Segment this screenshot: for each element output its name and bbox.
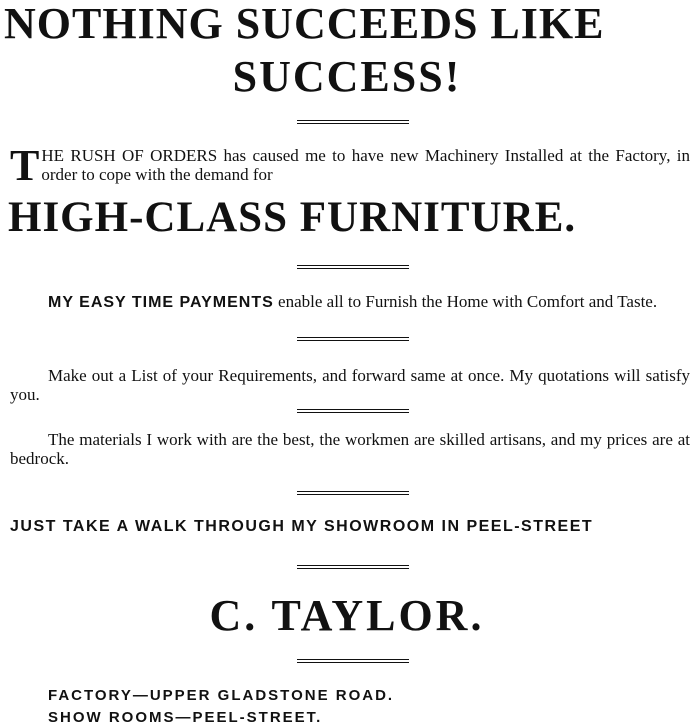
divider-rule	[297, 265, 409, 266]
easy-payments-text: enable all to Furnish the Home with Comfort and Taste.	[273, 292, 658, 311]
intro-paragraph	[10, 141, 690, 190]
headline-line-1: NOTHING SUCCEEDS LIKE	[4, 0, 605, 48]
requirements-paragraph: Make out a List of your Requirements, and forward same at once. My quotations will satisfy you.	[10, 366, 690, 404]
showroom-line: JUST TAKE A WALK THROUGH MY SHOWROOM IN PEEL-STREET	[10, 518, 594, 535]
easy-payments-lead: MY EASY TIME PAYMENTS	[48, 294, 274, 311]
materials-paragraph: The materials I work with are the best, the workmen are skilled artisans, and my prices are at bedrock.	[10, 430, 690, 468]
divider-rule	[297, 659, 409, 660]
easy-payments-paragraph	[10, 292, 690, 312]
proprietor-name: C. TAYLOR.	[209, 591, 485, 640]
factory-address: FACTORY—UPPER GLADSTONE ROAD.	[48, 687, 395, 704]
headline-line-2: SUCCESS!	[232, 52, 462, 101]
product-heading: HIGH-CLASS FURNITURE.	[8, 194, 577, 241]
intro-text: HE RUSH OF ORDERS has caused me to have new Machinery Installed at the Factory, in order to cope with the demand for	[41, 146, 690, 184]
divider-rule	[297, 565, 409, 566]
divider-rule	[297, 491, 409, 492]
showrooms-address: SHOW ROOMS—PEEL-STREET.	[48, 709, 323, 726]
divider-rule	[297, 337, 409, 338]
divider-rule	[297, 120, 409, 121]
divider-rule	[297, 409, 409, 410]
drop-cap: T	[10, 141, 40, 190]
